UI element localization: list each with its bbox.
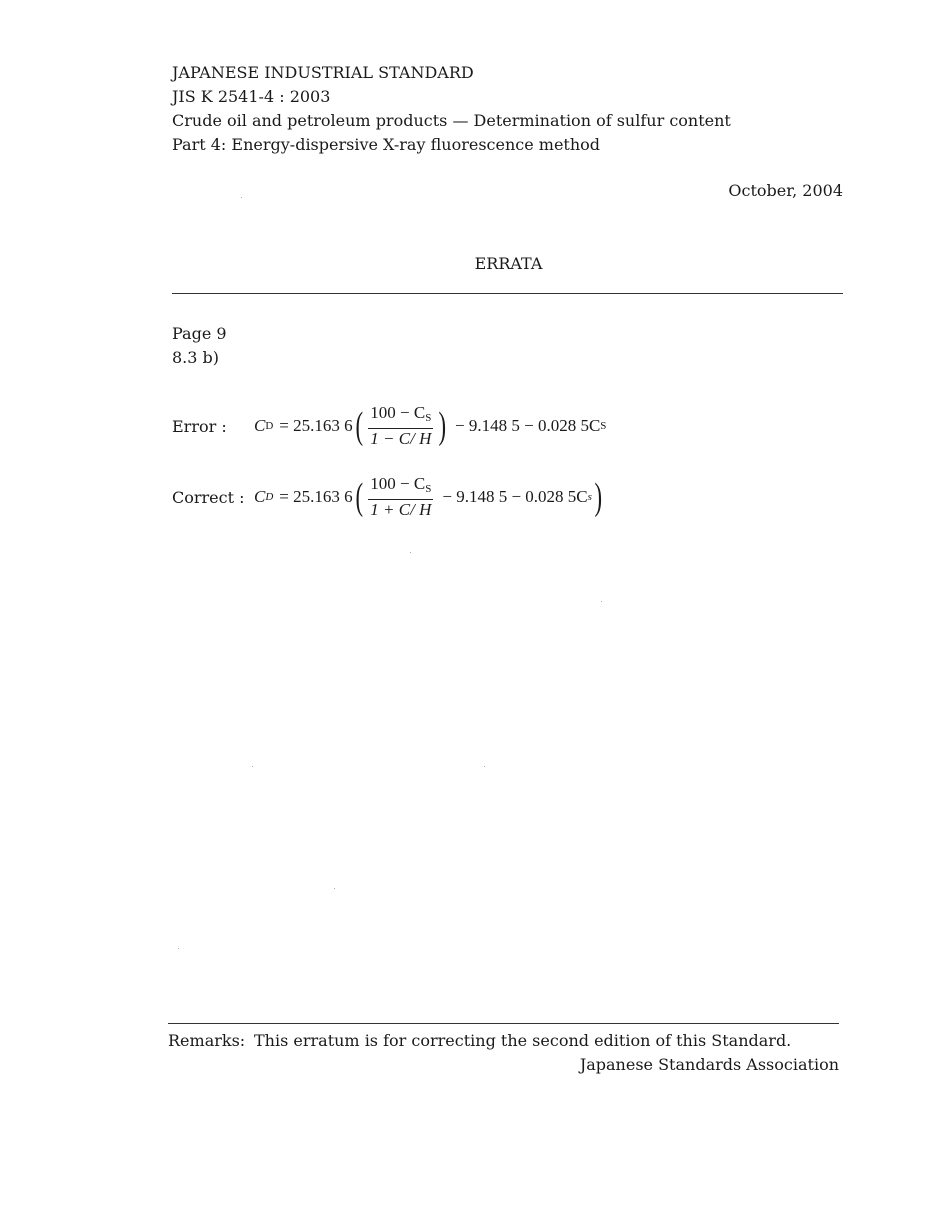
- remarks-label: Remarks:: [168, 1031, 246, 1050]
- error-denominator: 1 − C/ H: [370, 429, 432, 448]
- correct-lhs-var: C: [254, 487, 266, 506]
- standard-part: Part 4: Energy-dispersive X-ray fluorescence method: [172, 135, 601, 154]
- error-lhs-var: C: [254, 416, 266, 435]
- error-lhs-sub: D: [265, 420, 274, 432]
- error-formula: [254, 404, 606, 448]
- error-numerator: 100 − C: [370, 403, 426, 422]
- error-constant: = 25.163 6: [279, 416, 353, 435]
- error-label: Error :: [172, 417, 227, 436]
- correct-close-paren: ): [594, 476, 603, 518]
- title-divider: [172, 293, 843, 294]
- error-tail: − 9.148 5 − 0.028 5C: [455, 416, 601, 435]
- correct-label: Correct :: [172, 488, 245, 507]
- issue-date: October, 2004: [728, 181, 843, 200]
- correct-open-paren: (: [355, 476, 363, 518]
- standard-heading: JAPANESE INDUSTRIAL STANDARD: [172, 63, 474, 82]
- page-reference: Page 9: [172, 324, 227, 343]
- correct-numerator-sub: S: [425, 483, 432, 495]
- clause-reference: 8.3 b): [172, 348, 220, 367]
- standard-title: Crude oil and petroleum products — Determination of sulfur content: [172, 111, 731, 130]
- standard-number: JIS K 2541-4 : 2003: [172, 87, 331, 106]
- error-tail-sub: S: [600, 420, 607, 432]
- correct-denominator: 1 + C/ H: [370, 500, 432, 519]
- errata-title: ERRATA: [474, 254, 543, 273]
- publisher-name: Japanese Standards Association: [579, 1055, 839, 1074]
- correct-constant: = 25.163 6: [279, 487, 353, 506]
- footer-divider: [168, 1023, 839, 1024]
- error-close-paren: ): [438, 405, 447, 447]
- correct-lhs-sub: D: [265, 491, 274, 503]
- correct-fraction: [368, 475, 433, 519]
- remarks-text: This erratum is for correcting the second edition of this Standard.: [254, 1031, 792, 1050]
- error-open-paren: (: [355, 405, 363, 447]
- correct-formula: [254, 475, 605, 519]
- correct-tail: − 9.148 5 − 0.028 5C: [442, 487, 588, 506]
- correct-tail-sub: s: [587, 491, 592, 503]
- error-fraction: [368, 404, 433, 448]
- error-numerator-sub: S: [425, 412, 432, 424]
- correct-numerator: 100 − C: [370, 474, 426, 493]
